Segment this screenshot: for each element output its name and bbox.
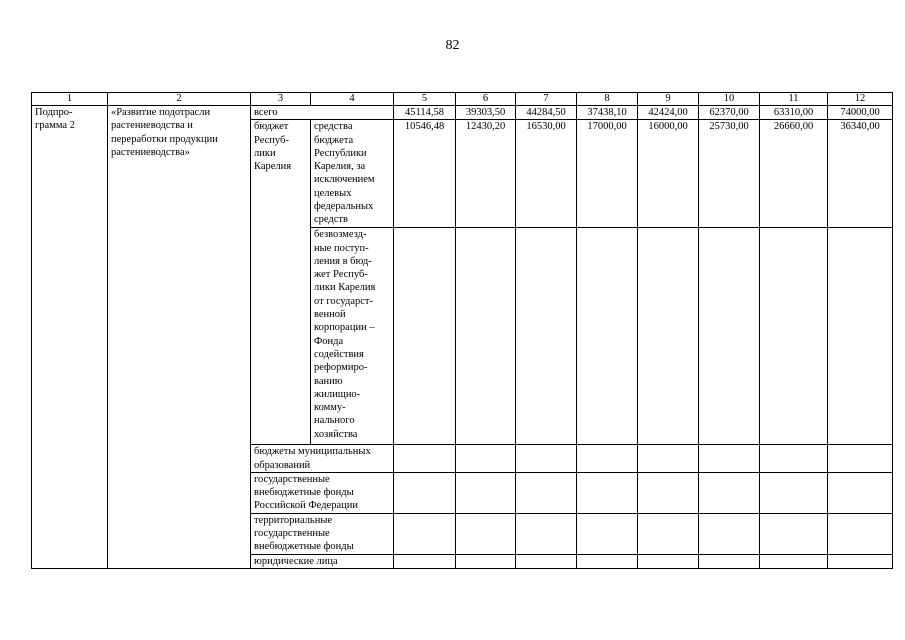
empty-cell [516, 513, 577, 554]
total-value: 44284,50 [516, 106, 577, 120]
budget-rk-label: бюджет Респуб- лики Карелия [251, 120, 311, 445]
total-value: 45114,58 [394, 106, 456, 120]
empty-cell [394, 472, 456, 513]
empty-cell [638, 472, 699, 513]
column-number-row [32, 93, 893, 106]
state-offbudget-funds-label: государственные внебюджетные фонды Российской Федерации [251, 472, 394, 513]
empty-cell [638, 554, 699, 568]
empty-cell [699, 228, 760, 445]
own-funds-value: 12430,20 [456, 120, 516, 228]
empty-cell [760, 513, 828, 554]
empty-cell [699, 445, 760, 473]
empty-cell [577, 445, 638, 473]
total-value: 42424,00 [638, 106, 699, 120]
territorial-offbudget-funds-label: территориальные государственные внебюджетные фонды [251, 513, 394, 554]
empty-cell [828, 445, 893, 473]
empty-cell [760, 228, 828, 445]
empty-cell [699, 513, 760, 554]
empty-cell [456, 445, 516, 473]
own-funds-label: средства бюджета Республики Карелия, за исключением целевых федеральных средств [311, 120, 394, 228]
budget-table [31, 92, 893, 569]
own-funds-value: 16000,00 [638, 120, 699, 228]
empty-cell [828, 513, 893, 554]
empty-cell [394, 513, 456, 554]
empty-cell [828, 554, 893, 568]
own-funds-value: 25730,00 [699, 120, 760, 228]
column-number: 12 [828, 93, 893, 106]
row-total [32, 106, 893, 120]
total-value: 74000,00 [828, 106, 893, 120]
subprogram-title: «Развитие подотрасли растениеводства и переработки продукции растениеводства» [108, 106, 251, 569]
empty-cell [516, 228, 577, 445]
own-funds-value: 36340,00 [828, 120, 893, 228]
empty-cell [394, 554, 456, 568]
column-number: 10 [699, 93, 760, 106]
source-total-label: всего [251, 106, 394, 120]
page-number: 82 [445, 38, 460, 53]
total-value: 39303,50 [456, 106, 516, 120]
column-number: 1 [32, 93, 108, 106]
empty-cell [699, 472, 760, 513]
own-funds-value: 10546,48 [394, 120, 456, 228]
total-value: 37438,10 [577, 106, 638, 120]
legal-entities-label: юридические лица [251, 554, 394, 568]
column-number: 9 [638, 93, 699, 106]
column-number: 5 [394, 93, 456, 106]
empty-cell [456, 472, 516, 513]
empty-cell [638, 513, 699, 554]
empty-cell [577, 472, 638, 513]
municipal-budgets-label: бюджеты муниципальных образований [251, 445, 394, 473]
empty-cell [760, 472, 828, 513]
empty-cell [760, 445, 828, 473]
total-value: 63310,00 [760, 106, 828, 120]
own-funds-value: 26660,00 [760, 120, 828, 228]
empty-cell [828, 472, 893, 513]
fund-transfers-label: безвозмезд- ные поступ- ления в бюд- жет Респуб- лики Карелия от государст- венной корпорации – Фонда содействия реформиро- ванию жилищно- комму- нального хозяйства [311, 228, 394, 445]
subprogram-label: Подпро- грамма 2 [32, 106, 108, 569]
column-number: 7 [516, 93, 577, 106]
empty-cell [638, 445, 699, 473]
own-funds-value: 16530,00 [516, 120, 577, 228]
column-number: 6 [456, 93, 516, 106]
empty-cell [516, 445, 577, 473]
column-number: 8 [577, 93, 638, 106]
empty-cell [577, 513, 638, 554]
empty-cell [577, 228, 638, 445]
empty-cell [699, 554, 760, 568]
empty-cell [516, 554, 577, 568]
empty-cell [394, 445, 456, 473]
empty-cell [516, 472, 577, 513]
own-funds-value: 17000,00 [577, 120, 638, 228]
empty-cell [394, 228, 456, 445]
empty-cell [760, 554, 828, 568]
total-value: 62370,00 [699, 106, 760, 120]
column-number: 11 [760, 93, 828, 106]
empty-cell [577, 554, 638, 568]
empty-cell [828, 228, 893, 445]
empty-cell [456, 228, 516, 445]
empty-cell [456, 513, 516, 554]
column-number: 4 [311, 93, 394, 106]
column-number: 3 [251, 93, 311, 106]
empty-cell [638, 228, 699, 445]
column-number: 2 [108, 93, 251, 106]
empty-cell [456, 554, 516, 568]
